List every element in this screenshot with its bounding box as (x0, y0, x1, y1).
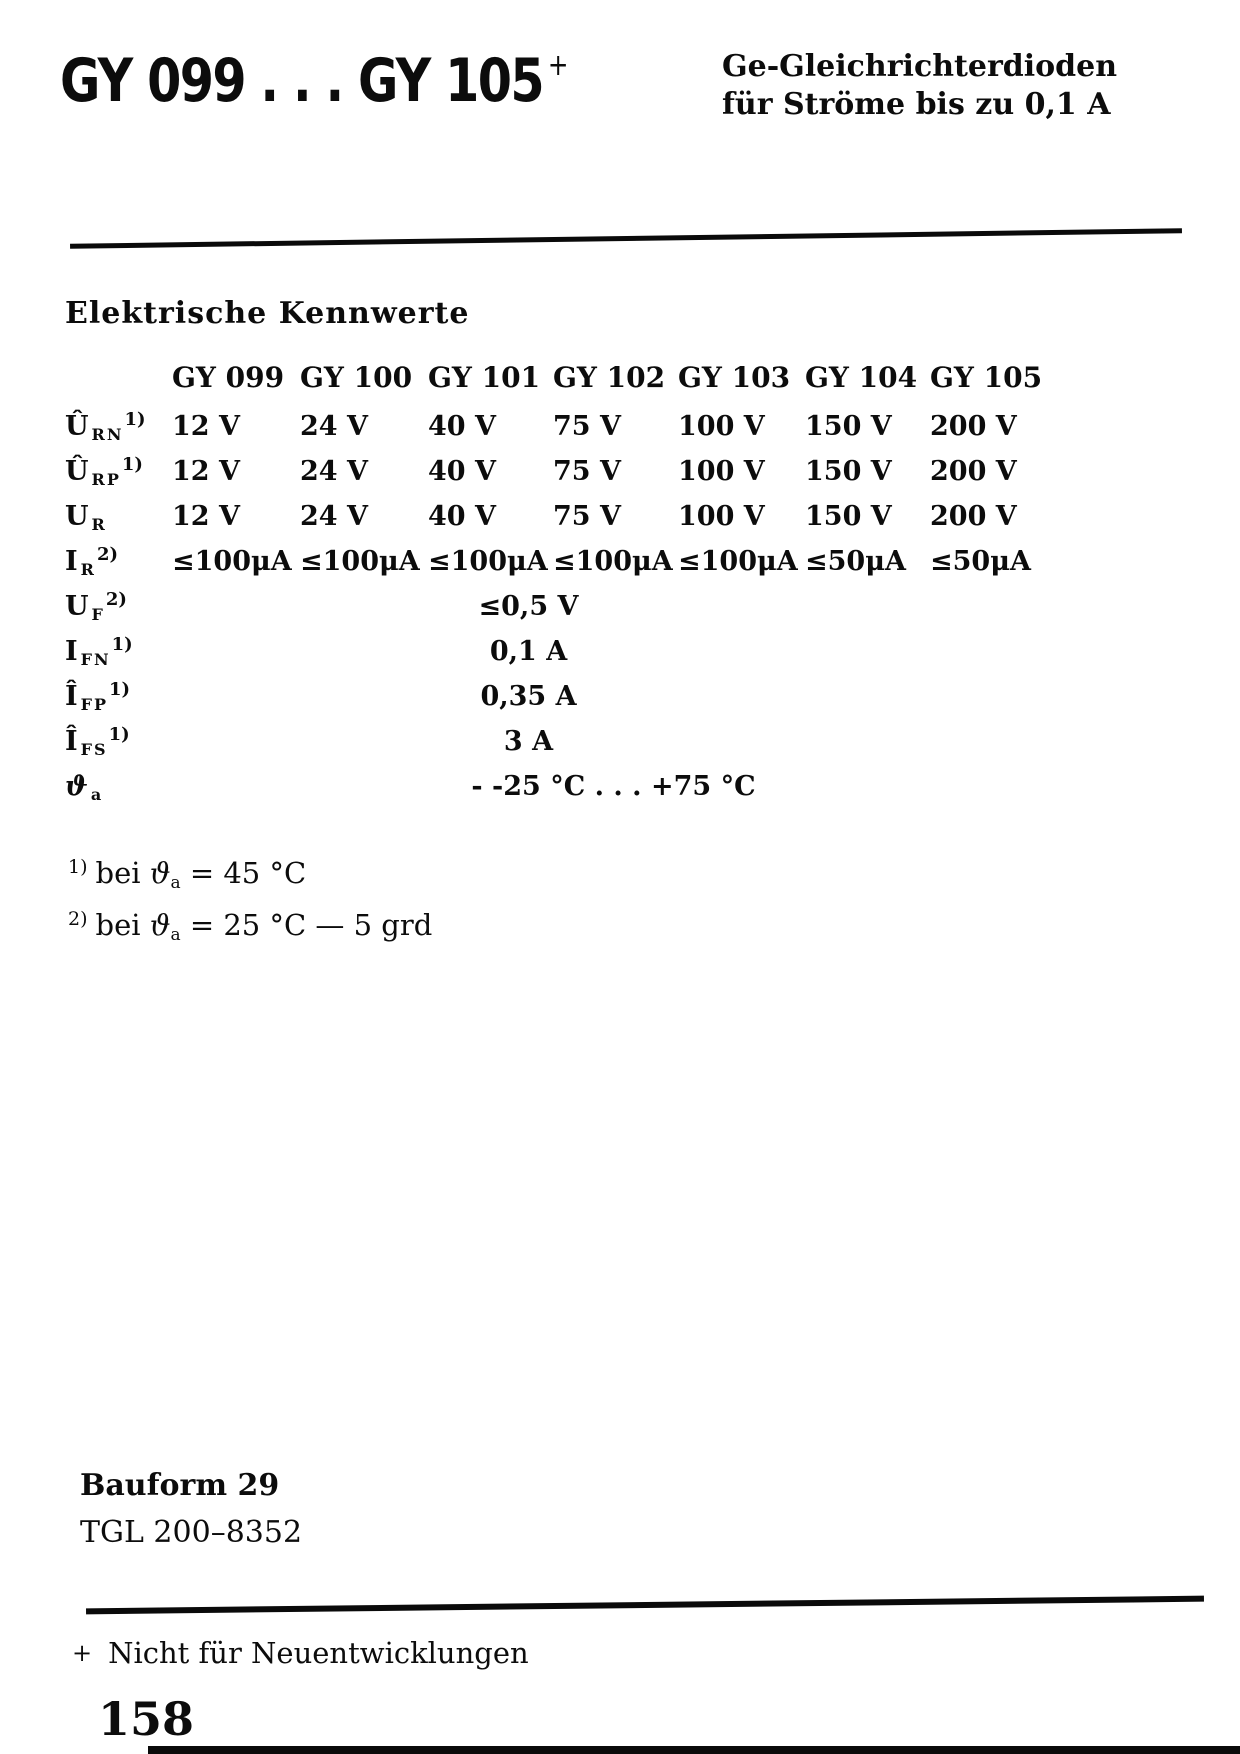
table-cell: 12 V (172, 501, 240, 532)
electrical-characteristics-table (65, 352, 1055, 809)
page-title-text: GY 099 . . . GY 105 (60, 46, 543, 116)
row-label-ifp: ÎFP$^{1)}$ (65, 679, 131, 714)
footer-note-text: Nicht für Neuentwicklungen (108, 1636, 529, 1670)
table-span-cell: ≤0,5 V (478, 591, 579, 622)
page-title (60, 46, 568, 116)
table-cell: ≤50μA (930, 546, 1031, 577)
table-span-cell: 3 A (503, 726, 554, 757)
row-label-uf: U $F^{2)}$ (65, 589, 127, 624)
table-span-cell: 0,35 A (480, 681, 577, 712)
table-cell: 24 V (300, 501, 368, 532)
table-span-cell: - -25 °C . . . +75 °C (471, 771, 756, 802)
footnote-1: $^{1)}$ bei ϑa = 45 °C (68, 856, 307, 893)
table-span-cell: 0,1 A (489, 636, 568, 667)
table-cell: 40 V (428, 501, 496, 532)
table-cell: 150 V (805, 411, 892, 442)
table-cell: 40 V (428, 411, 496, 442)
column-header-gy105: GY 105 (930, 361, 1043, 394)
tgl-number: TGL 200–8352 (80, 1515, 303, 1550)
table-cell: 24 V (300, 411, 368, 442)
bauform-label: Bauform 29 (80, 1468, 280, 1503)
table-cell: 75 V (553, 456, 621, 487)
column-header-gy103: GY 103 (678, 361, 791, 394)
right-header (722, 48, 1118, 124)
row-label-ir: I $R^{2)}$ (65, 544, 118, 579)
row-label-urn: ÛRN$^{1)}$ (65, 409, 146, 444)
table-cell: 100 V (678, 411, 765, 442)
table-cell: 75 V (553, 501, 621, 532)
title-superscript-plus: + (547, 48, 569, 83)
table-cell: ≤100μA (553, 546, 673, 577)
row-label-ifs: ÎFS$^{1)}$ (65, 724, 130, 759)
table-cell: 150 V (805, 456, 892, 487)
footnote-2: $^{2)}$ bei ϑa = 25 °C — 5 grd (68, 908, 433, 945)
table-cell: 75 V (553, 411, 621, 442)
table-cell: ≤100μA (428, 546, 548, 577)
top-divider-rule (70, 228, 1182, 249)
row-label-theta-a: ϑa (65, 771, 104, 804)
table-cell: ≤100μA (678, 546, 798, 577)
column-header-gy102: GY 102 (553, 361, 666, 394)
column-header-gy099: GY 099 (172, 361, 285, 394)
row-label-urp: ÛRP$^{1)}$ (65, 454, 143, 489)
footer-note-plus-symbol: + (72, 1639, 93, 1667)
right-header-line2: für Ströme bis zu 0,1 A (722, 87, 1111, 122)
table-cell: 200 V (930, 411, 1017, 442)
bottom-divider-rule (86, 1596, 1204, 1615)
table-cell: ≤100μA (300, 546, 420, 577)
footnotes (68, 850, 432, 954)
table-cell: 12 V (172, 456, 240, 487)
table-cell: 40 V (428, 456, 496, 487)
table-cell: ≤50μA (805, 546, 906, 577)
column-header-gy104: GY 104 (805, 361, 918, 394)
table-cell: 200 V (930, 501, 1017, 532)
scan-bottom-edge-bar (148, 1746, 1240, 1754)
table-cell: 200 V (930, 456, 1017, 487)
table-corner-cell (65, 352, 172, 404)
column-header-gy100: GY 100 (300, 361, 413, 394)
section-heading: Elektrische Kennwerte (65, 296, 470, 331)
table-cell: 24 V (300, 456, 368, 487)
page-number: 158 (98, 1692, 195, 1746)
footer-note (72, 1636, 529, 1670)
table-cell: 100 V (678, 501, 765, 532)
row-label-ur: U R (65, 501, 107, 534)
table-cell: 150 V (805, 501, 892, 532)
row-label-ifn: IFN$^{1)}$ (65, 634, 133, 669)
right-header-line1: Ge-Gleichrichterdioden (722, 49, 1118, 84)
bauform-block (80, 1462, 302, 1556)
table-cell: 100 V (678, 456, 765, 487)
column-header-gy101: GY 101 (428, 361, 541, 394)
table-cell: ≤100μA (172, 546, 292, 577)
table-cell: 12 V (172, 411, 240, 442)
